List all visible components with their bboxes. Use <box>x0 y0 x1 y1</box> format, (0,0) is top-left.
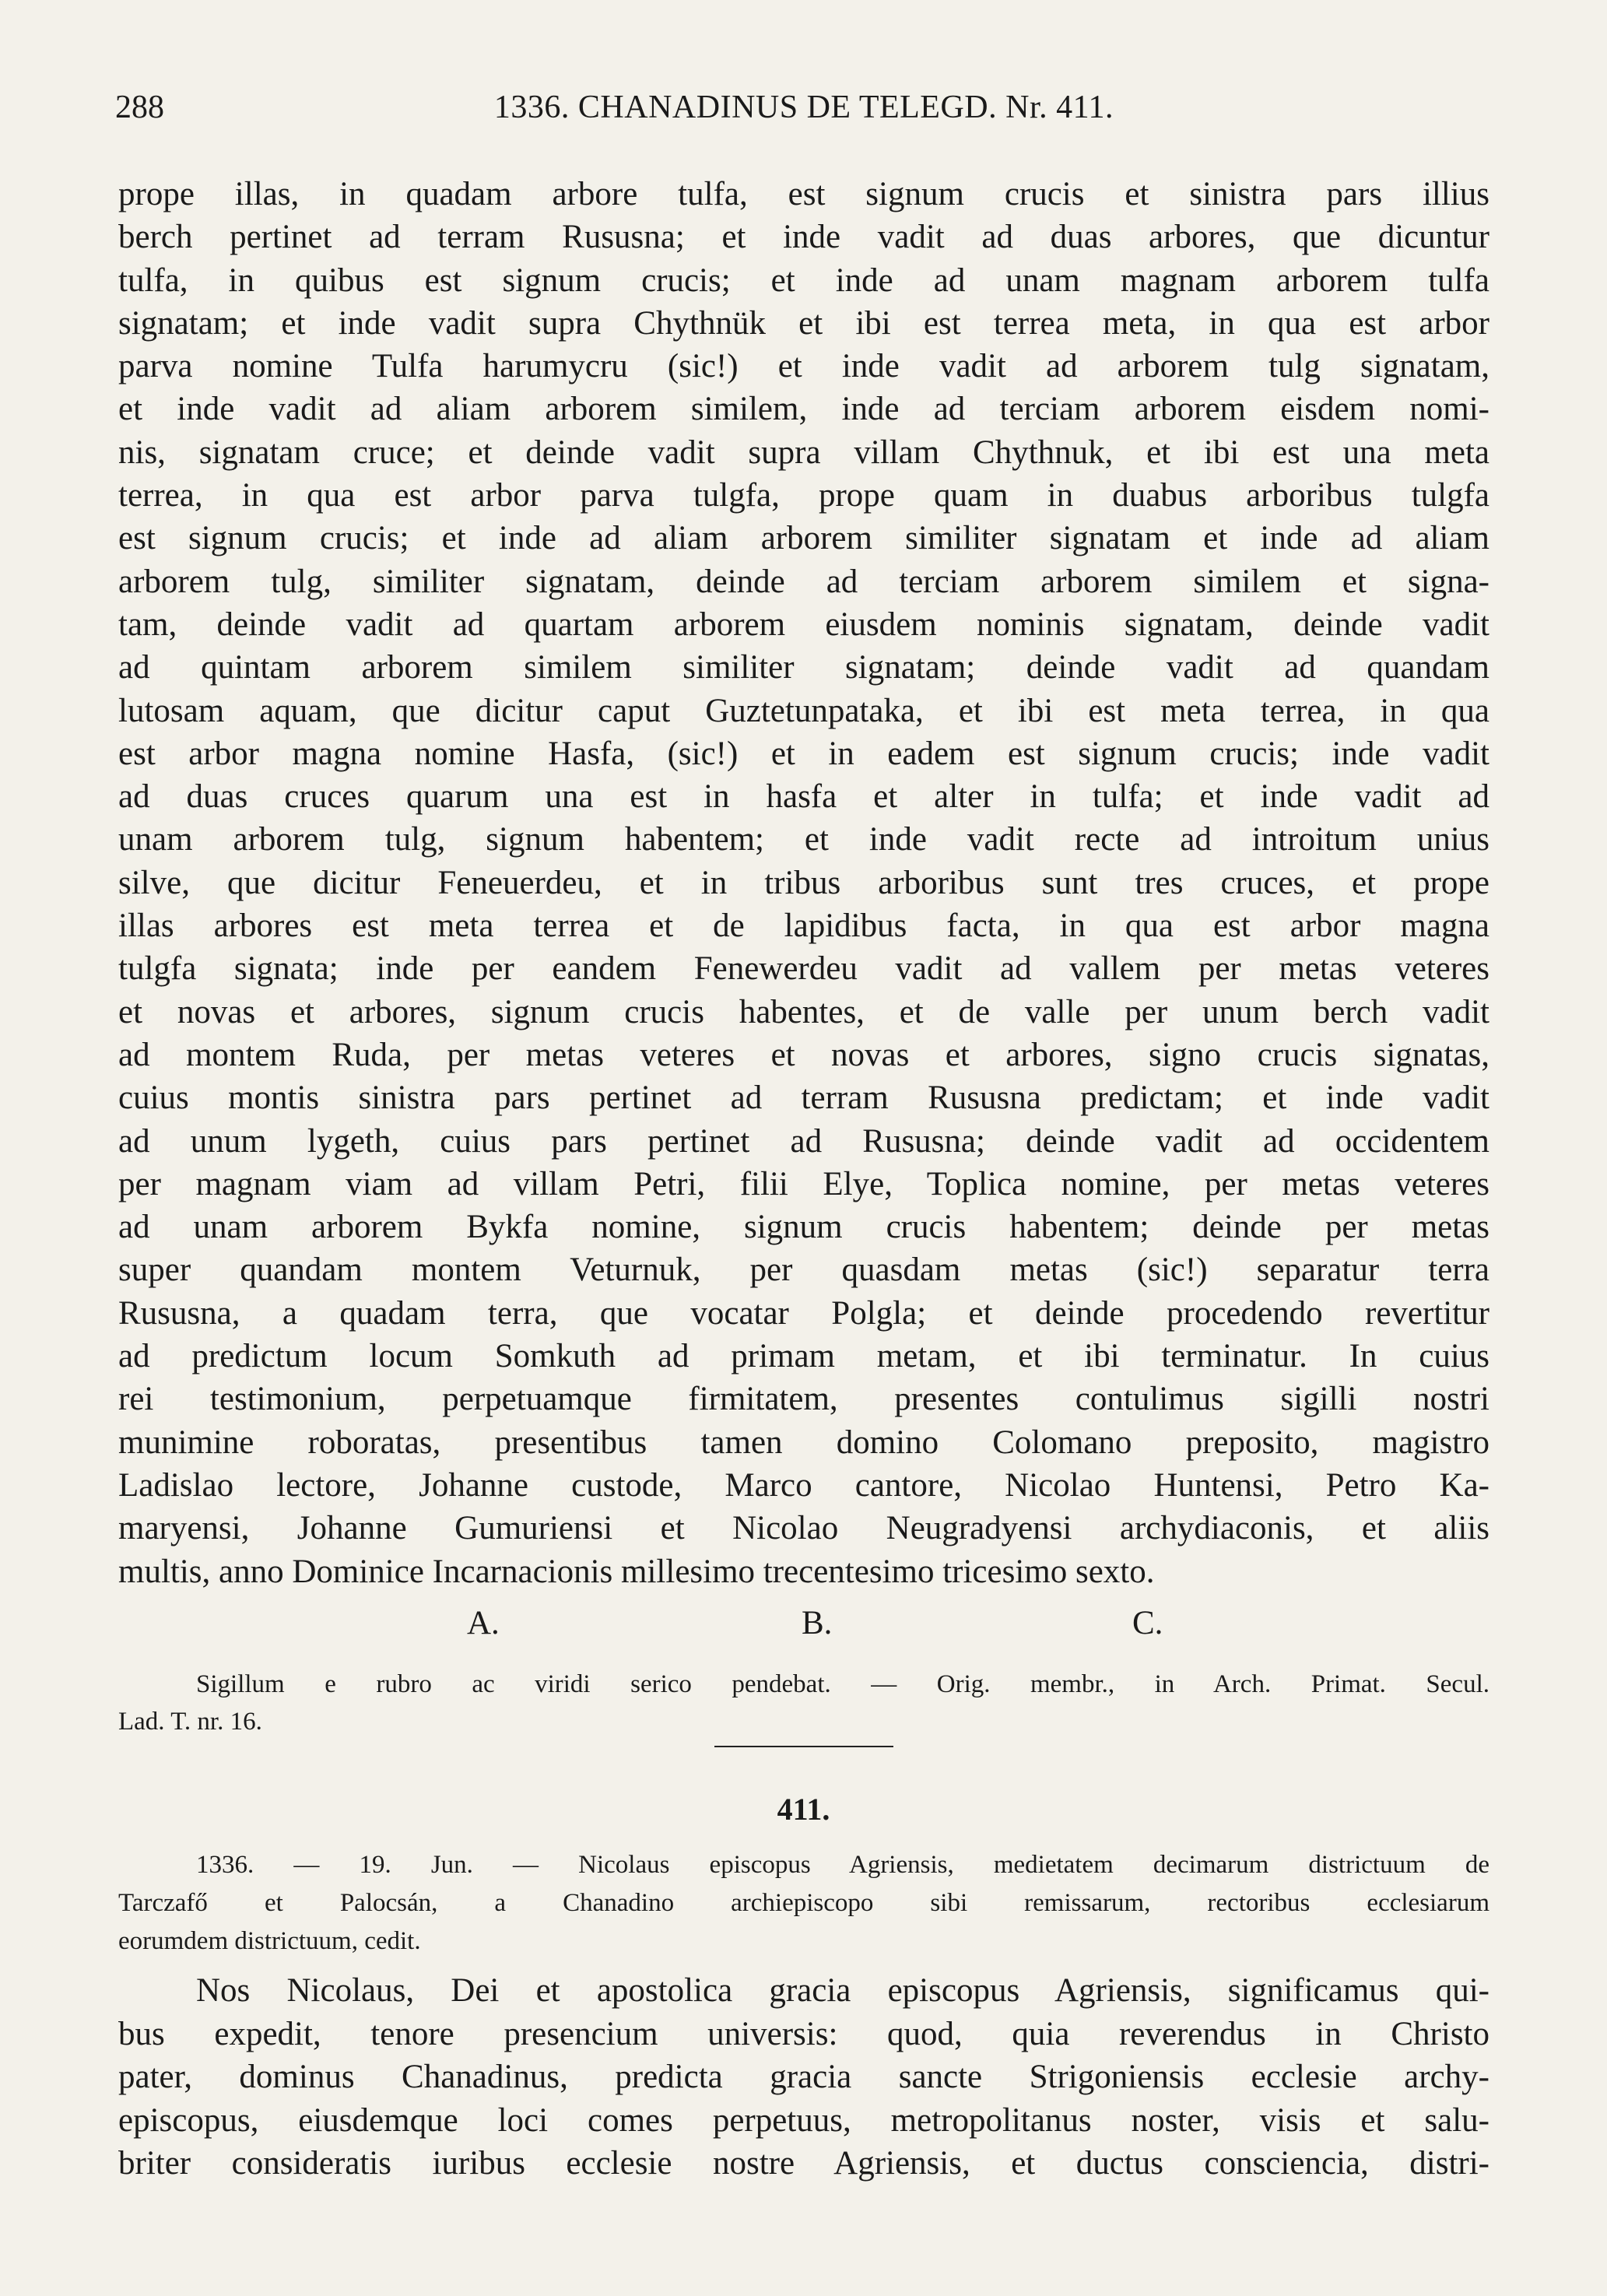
text-line: per magnam viam ad villam Petri, filii Elye, Toplica nomine, per metas veteres <box>118 1165 1489 1202</box>
regest-line: eorumdem districtuum, cedit. <box>118 1927 421 1955</box>
text-line: nis, signatam cruce; et deinde vadit supra villam Chythnuk, et ibi est una meta <box>118 434 1489 471</box>
text-line: briter consideratis iuribus ecclesie nostre Agriensis, et ductus consciencia, distri- <box>118 2145 1489 2182</box>
text-line: et inde vadit ad aliam arborem similem, inde ad terciam arborem eisdem nomi- <box>118 391 1489 428</box>
text-line: Rususna, a quadam terra, que vocatar Polgla; et deinde procedendo revertitur <box>118 1294 1489 1332</box>
charter-text-continuation <box>118 173 1489 1593</box>
text-line: ad predictum locum Somkuth ad primam metam, et ibi terminatur. In cuius <box>118 1338 1489 1375</box>
chirograph-letters <box>467 1602 1167 1645</box>
text-line: est signum crucis; et inde ad aliam arborem similiter signatam et inde ad aliam <box>118 520 1489 557</box>
text-line: terrea, in qua est arbor parva tulgfa, prope quam in duabus arboribus tulgfa <box>118 477 1489 514</box>
text-line: rei testimonium, perpetuamque firmitatem, presentes contulimus sigilli nostri <box>118 1381 1489 1418</box>
charter-text-411 <box>118 1969 1489 2185</box>
text-line: tulgfa signata; inde per eandem Fenewerdeu vadit ad vallem per metas veteres <box>118 950 1489 988</box>
text-line: tam, deinde vadit ad quartam arborem eiusdem nominis signatam, deinde vadit <box>118 606 1489 643</box>
text-line: parva nomine Tulfa harumycru (sic!) et inde vadit ad arborem tulg signatam, <box>118 348 1489 385</box>
text-line: et novas et arbores, signum crucis habentes, et de valle per unum berch vadit <box>118 993 1489 1030</box>
text-line: ad duas cruces quarum una est in hasfa et alter in tulfa; et inde vadit ad <box>118 778 1489 816</box>
note-line: Sigillum e rubro ac viridi serico pendebat. — Orig. membr., in Arch. Primat. Secul. <box>196 1670 1489 1698</box>
note-line: Lad. T. nr. 16. <box>118 1708 262 1736</box>
running-title: 1336. CHANADINUS DE TELEGD. Nr. 411. <box>493 90 1114 125</box>
regest-line: 1336. — 19. Jun. — Nicolaus episcopus Agriensis, medietatem decimarum districtuum de <box>196 1851 1489 1879</box>
text-line: silve, que dicitur Feneuerdeu, et in tribus arboribus sunt tres cruces, et prope <box>118 864 1489 901</box>
text-line: ad montem Ruda, per metas veteres et novas et arbores, signo crucis signatas, <box>118 1036 1489 1073</box>
text-line: multis, anno Dominice Incarnacionis millesimo trecentesimo tricesimo sexto. <box>118 1553 1155 1590</box>
regest-summary <box>118 1846 1489 1961</box>
text-line: bus expedit, tenore presencium universis: quod, quia reverendus in Christo <box>118 2015 1489 2052</box>
text-line: lutosam aquam, que dicitur caput Guztetunpataka, et ibi est meta terrea, in qua <box>118 692 1489 729</box>
chirograph-letter-c: C. <box>1132 1605 1163 1641</box>
chirograph-letter-a: A. <box>467 1605 500 1641</box>
text-line: tulfa, in quibus est signum crucis; et inde ad unam magnam arborem tulfa <box>118 262 1489 299</box>
text-line: pater, dominus Chanadinus, predicta gracia sancte Strigoniensis ecclesie archy- <box>118 2059 1489 2095</box>
text-line: signatam; et inde vadit supra Chythnük et ibi est terrea meta, in qua est arbor <box>118 304 1489 342</box>
text-line: est arbor magna nomine Hasfa, (sic!) et in eadem est signum crucis; inde vadit <box>118 735 1489 772</box>
text-line: unam arborem tulg, signum habentem; et inde vadit recte ad introitum unius <box>118 821 1489 858</box>
text-line: illas arbores est meta terrea et de lapidibus facta, in qua est arbor magna <box>118 908 1489 945</box>
text-line: super quandam montem Veturnuk, per quasdam metas (sic!) separatur terra <box>118 1252 1489 1289</box>
text-line: episcopus, eiusdemque loci comes perpetuus, metropolitanus noster, visis et salu- <box>118 2101 1489 2139</box>
text-line: arborem tulg, similiter signatam, deinde ad terciam arborem similem et signa- <box>118 563 1489 600</box>
text-line: Ladislao lectore, Johanne custode, Marco cantore, Nicolao Huntensi, Petro Ka- <box>118 1466 1489 1504</box>
text-line: Nos Nicolaus, Dei et apostolica gracia episcopus Agriensis, significamus qui- <box>196 1972 1489 2009</box>
source-note <box>118 1666 1489 1740</box>
document-number: 411. <box>777 1792 830 1827</box>
chirograph-letter-b: B. <box>802 1605 833 1641</box>
text-line: ad unam arborem Bykfa nomine, signum crucis habentem; deinde per metas <box>118 1209 1489 1246</box>
section-divider <box>714 1746 893 1747</box>
text-line: ad unum lygeth, cuius pars pertinet ad Rususna; deinde vadit ad occidentem <box>118 1122 1489 1160</box>
text-line: munimine roboratas, presentibus tamen domino Colomano preposito, magistro <box>118 1424 1489 1461</box>
text-line: prope illas, in quadam arbore tulfa, est signum crucis et sinistra pars illius <box>118 176 1489 212</box>
text-line: cuius montis sinistra pars pertinet ad terram Rususna predictam; et inde vadit <box>118 1080 1489 1117</box>
page-number: 288 <box>115 90 164 125</box>
text-line: maryensi, Johanne Gumuriensi et Nicolao Neugradyensi archydiaconis, et aliis <box>118 1510 1489 1547</box>
text-line: berch pertinet ad terram Rususna; et inde vadit ad duas arbores, que dicuntur <box>118 219 1489 256</box>
text-line: ad quintam arborem similem similiter signatam; deinde vadit ad quandam <box>118 649 1489 686</box>
regest-line: Tarczafő et Palocsán, a Chanadino archiepiscopo sibi remissarum, rectoribus ecclesiarum <box>118 1889 1489 1917</box>
